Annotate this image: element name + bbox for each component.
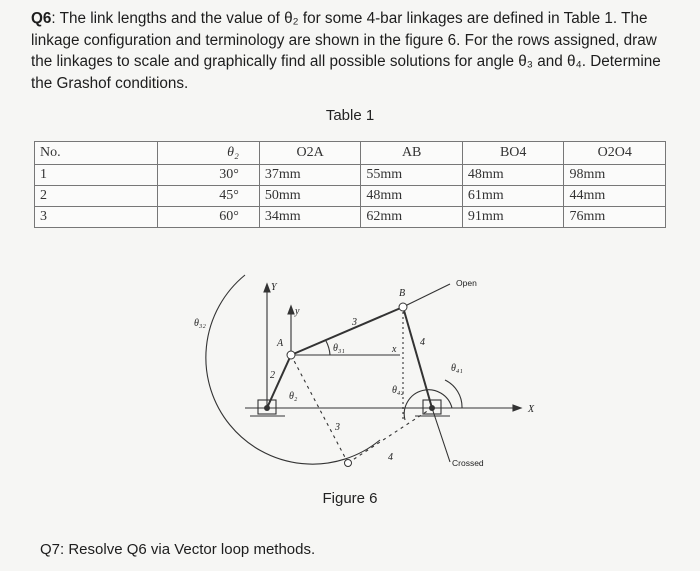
open-leader [405, 284, 450, 306]
label-link3-top: 3 [352, 317, 357, 328]
cell-o2o4: 44mm [564, 186, 666, 207]
figure-caption: Figure 6 [322, 490, 378, 507]
label-Y: Y [271, 282, 277, 293]
cell-theta2: 45° [158, 186, 259, 207]
cell-bo4: 61mm [462, 186, 564, 207]
cell-ab: 62mm [361, 207, 463, 228]
cell-o2a: 34mm [259, 207, 361, 228]
cell-theta2: 30° [158, 165, 259, 186]
cell-o2o4: 98mm [564, 165, 666, 186]
table-title: Table 1 [325, 107, 375, 124]
cell-theta2: 60° [158, 207, 259, 228]
label-link4-top: 4 [420, 337, 425, 348]
cell-ab: 55mm [361, 165, 463, 186]
theta32-arc [206, 275, 380, 464]
question-6-label: Q6 [31, 10, 52, 27]
header-ab: AB [361, 142, 463, 165]
cell-o2a: 37mm [259, 165, 361, 186]
cell-ab: 48mm [361, 186, 463, 207]
cell-o2a: 50mm [259, 186, 361, 207]
table-row [35, 165, 666, 186]
label-crossed: Crossed [452, 458, 484, 468]
label-A: A [277, 338, 284, 349]
label-y: y [295, 306, 300, 317]
label-B: B [399, 288, 406, 299]
question-6-body: : The link lengths and the value of θ₂ for some 4-bar linkages are defined in Table 1. The linkage configuration and terminology are shown in the figure 6. For the rows assigned, draw the linkages to scale and graphically find all possible solutions for angle θ₃ and θ₄. Determine the Grashof conditions. [31, 10, 661, 92]
header-no: No. [35, 142, 158, 165]
question-7-text: Q7: Resolve Q6 via Vector loop methods. [40, 541, 316, 558]
cell-bo4: 91mm [462, 207, 564, 228]
label-x-small: x [392, 344, 397, 355]
header-o2a: O2A [259, 142, 361, 165]
cell-no: 2 [35, 186, 158, 207]
cell-no: 3 [35, 207, 158, 228]
label-theta2: θ₂ [289, 391, 298, 402]
cell-o2o4: 76mm [564, 207, 666, 228]
table-row [35, 207, 666, 228]
label-theta32: θ₃₂ [194, 318, 206, 329]
label-link3-bottom: 3 [335, 422, 340, 433]
table-header-row [35, 142, 666, 165]
label-link4-bottom: 4 [388, 452, 393, 463]
header-theta2: θ₂ [158, 142, 259, 165]
label-theta41: θ₄₁ [451, 363, 463, 374]
link-3-crossed [291, 355, 348, 463]
label-theta42: θ₄₂ [392, 385, 404, 396]
link-lengths-table [34, 141, 666, 228]
label-theta31: θ₃₁ [333, 343, 345, 354]
label-open: Open [456, 278, 477, 288]
label-X: X [528, 404, 535, 415]
linkage-figure [180, 258, 560, 483]
label-link2: 2 [270, 370, 275, 381]
cell-bo4: 48mm [462, 165, 564, 186]
link-3-open [291, 307, 403, 355]
header-bo4: BO4 [462, 142, 564, 165]
header-o2o4: O2O4 [564, 142, 666, 165]
table-row [35, 186, 666, 207]
question-6-text [31, 8, 681, 94]
cell-no: 1 [35, 165, 158, 186]
